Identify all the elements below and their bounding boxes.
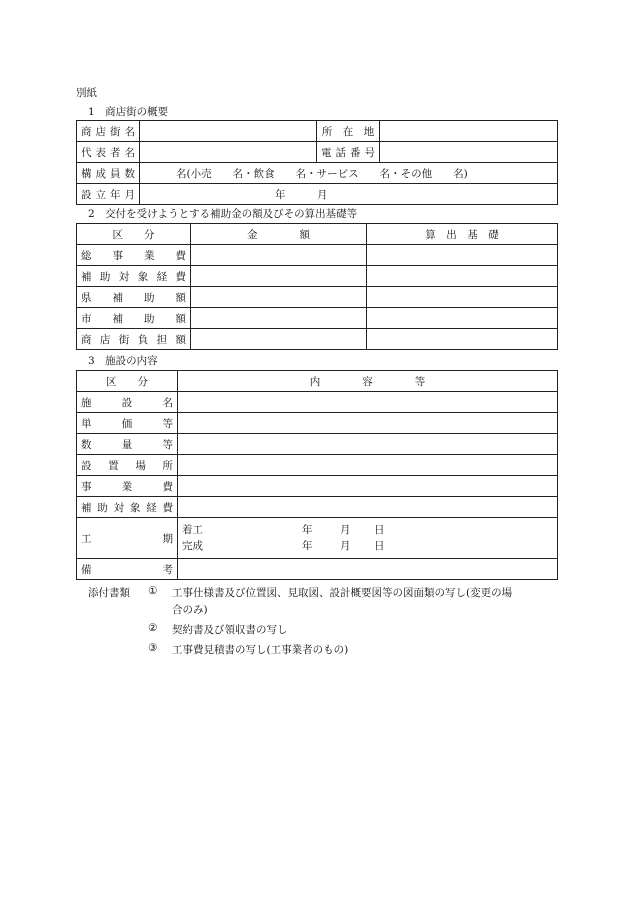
row-label: 事業費 xyxy=(77,476,178,497)
row-label: 総事業費 xyxy=(77,245,191,266)
table-row xyxy=(77,266,558,287)
content-cell[interactable] xyxy=(178,476,558,497)
label-cell: 構成員数 xyxy=(77,163,140,184)
facility-table xyxy=(76,370,558,580)
table-row xyxy=(77,371,558,392)
row-label: 工期 xyxy=(77,518,178,559)
table-row xyxy=(77,497,558,518)
period-start-label: 着工 xyxy=(182,524,203,536)
table-row xyxy=(77,142,558,163)
section3-heading: 3 施設の内容 xyxy=(88,355,158,367)
header-cell: 区 分 xyxy=(77,371,178,392)
table-row xyxy=(77,121,558,142)
basis-cell[interactable] xyxy=(367,266,558,287)
row-label: 施設名 xyxy=(77,392,178,413)
month-unit: 月 xyxy=(340,540,351,552)
table-row xyxy=(77,559,558,580)
remarks-cell[interactable] xyxy=(178,559,558,580)
attachment-text: 工事仕様書及び位置図、見取図、設計概要図等の図面類の写し(変更の場 xyxy=(172,587,513,599)
row-label: 補助対象経費 xyxy=(77,266,191,287)
amount-cell[interactable] xyxy=(191,266,367,287)
table-row xyxy=(77,476,558,497)
row-label: 単価等 xyxy=(77,413,178,434)
label-cell: 設立年月 xyxy=(77,184,140,205)
header-cell: 内 容 等 xyxy=(178,371,558,392)
basis-cell[interactable] xyxy=(367,329,558,350)
overview-table xyxy=(76,120,558,205)
basis-cell[interactable] xyxy=(367,308,558,329)
input-cell[interactable] xyxy=(380,142,558,163)
day-unit: 日 xyxy=(374,540,385,552)
header-cell: 区 分 xyxy=(77,224,191,245)
row-label: 備考 xyxy=(77,559,178,580)
table-row xyxy=(77,392,558,413)
table-row xyxy=(77,184,558,205)
input-cell[interactable] xyxy=(140,121,317,142)
table-row xyxy=(77,455,558,476)
amount-cell[interactable] xyxy=(191,308,367,329)
attachment-num: ① xyxy=(148,585,158,597)
table-row xyxy=(77,245,558,266)
attachments-label: 添付書類 xyxy=(88,587,130,599)
input-cell[interactable] xyxy=(140,142,317,163)
established-cell[interactable]: 年 月 xyxy=(140,184,558,205)
row-label: 市補助額 xyxy=(77,308,191,329)
table-row xyxy=(77,308,558,329)
period-cell[interactable] xyxy=(178,518,558,559)
attachment-num: ③ xyxy=(148,642,158,654)
period-end-line xyxy=(182,538,553,554)
row-label: 県補助額 xyxy=(77,287,191,308)
attachment-text: 契約書及び領収書の写し xyxy=(172,624,288,636)
table-row xyxy=(77,434,558,455)
year-unit: 年 xyxy=(302,540,313,552)
day-unit: 日 xyxy=(374,524,385,536)
content-cell[interactable] xyxy=(178,497,558,518)
table-row xyxy=(77,413,558,434)
row-label: 補助対象経費 xyxy=(77,497,178,518)
label-cell: 所 在 地 xyxy=(317,121,380,142)
attachment-num: ② xyxy=(148,622,158,634)
appendix-label: 別紙 xyxy=(76,87,97,99)
period-start-line xyxy=(182,522,553,538)
label-cell: 商店街名 xyxy=(77,121,140,142)
row-label: 商店街負担額 xyxy=(77,329,191,350)
table-row xyxy=(77,287,558,308)
member-count-cell[interactable]: 名(小売 名・飲食 名・サービス 名・その他 名) xyxy=(140,163,558,184)
subsidy-table xyxy=(76,223,558,350)
label-cell: 代表者名 xyxy=(77,142,140,163)
attachment-text-cont: 合のみ) xyxy=(172,604,208,616)
basis-cell[interactable] xyxy=(367,245,558,266)
row-label: 数量等 xyxy=(77,434,178,455)
table-row xyxy=(77,518,558,559)
header-cell: 金 額 xyxy=(191,224,367,245)
table-row xyxy=(77,163,558,184)
month-unit: 月 xyxy=(340,524,351,536)
period-end-label: 完成 xyxy=(182,540,203,552)
amount-cell[interactable] xyxy=(191,245,367,266)
header-cell: 算 出 基 礎 xyxy=(367,224,558,245)
amount-cell[interactable] xyxy=(191,287,367,308)
content-cell[interactable] xyxy=(178,392,558,413)
table-row xyxy=(77,224,558,245)
section1-heading: 1 商店街の概要 xyxy=(88,106,169,118)
content-cell[interactable] xyxy=(178,413,558,434)
section2-heading: 2 交付を受けようとする補助金の額及びその算出基礎等 xyxy=(88,208,358,220)
table-row xyxy=(77,329,558,350)
year-unit: 年 xyxy=(302,524,313,536)
attachment-text: 工事費見積書の写し(工事業者のもの) xyxy=(172,644,349,656)
content-cell[interactable] xyxy=(178,434,558,455)
row-label: 設置場所 xyxy=(77,455,178,476)
basis-cell[interactable] xyxy=(367,287,558,308)
label-cell: 電話番号 xyxy=(317,142,380,163)
input-cell[interactable] xyxy=(380,121,558,142)
amount-cell[interactable] xyxy=(191,329,367,350)
content-cell[interactable] xyxy=(178,455,558,476)
